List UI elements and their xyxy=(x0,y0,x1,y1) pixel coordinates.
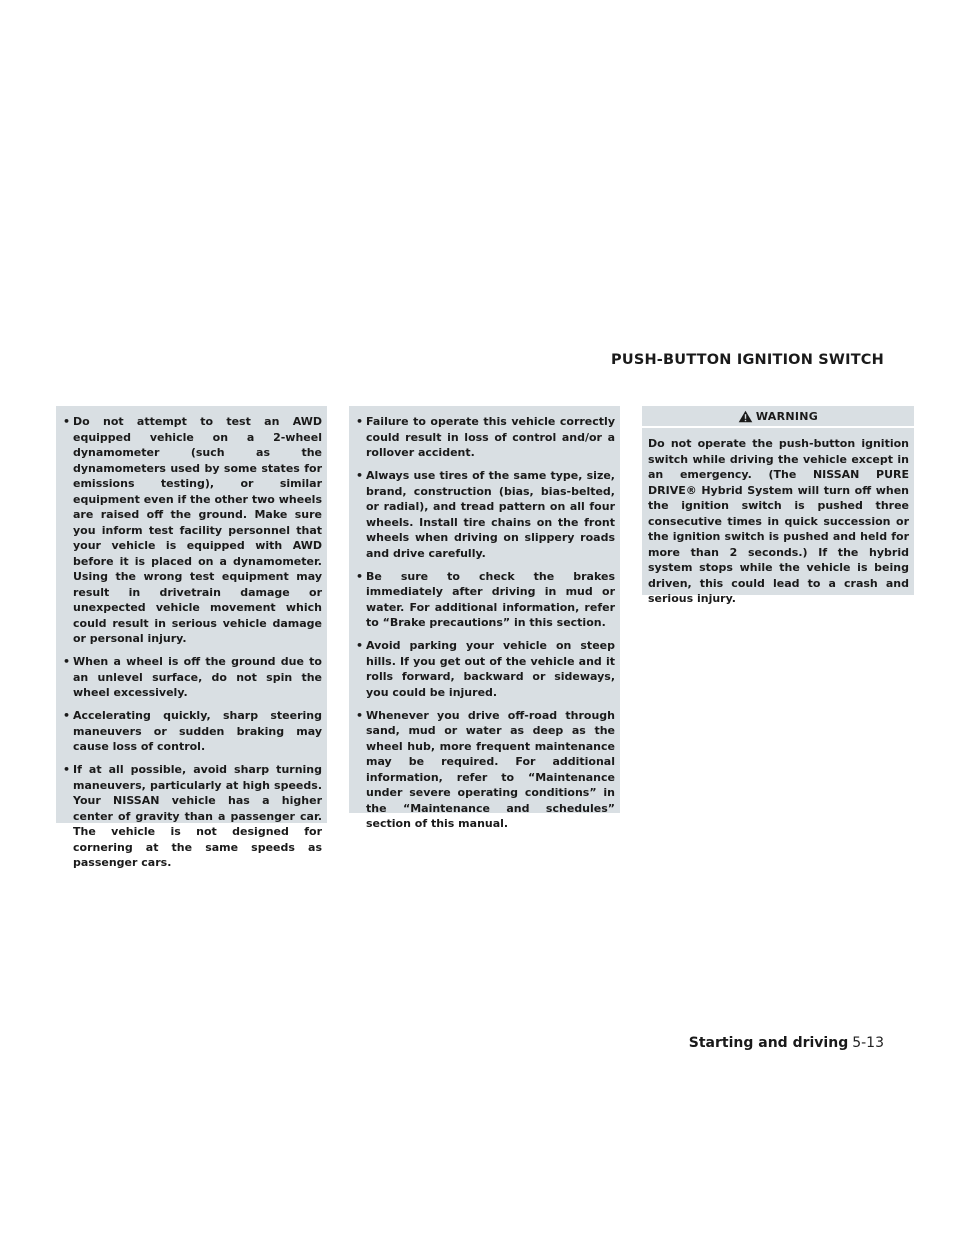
list-item: • Avoid parking your vehicle on steep hills. If you get out of the vehicle and it rolls forward, backward or sideways, you could be injured. xyxy=(355,638,615,700)
caution-list-middle xyxy=(355,414,615,832)
warning-title: WARNING xyxy=(755,410,819,423)
list-item: • Do not attempt to test an AWD equipped vehicle on a 2-wheel dynamometer (such as the dynamometers used by some states for emissions testing), or similar equipment even if the other two wheels are raised off the ground. Make sure you inform test facility personnel that your vehicle is equipped with AWD before it is placed on a dynamometer. Using the wrong test equipment may result in drivetrain damage or unexpected vehicle movement which could result in serious vehicle damage or personal injury. xyxy=(62,414,322,647)
warning-box xyxy=(642,406,914,605)
list-item: • Be sure to check the brakes immediately after driving in mud or water. For additional information, refer to “Brake precautions” in this section. xyxy=(355,569,615,631)
section-heading: PUSH-BUTTON IGNITION SWITCH xyxy=(611,352,884,368)
caution-panel-left xyxy=(56,406,327,869)
list-item: • Always use tires of the same type, size, brand, construction (bias, bias-belted, or radial), and tread pattern on all four wheels. Install tire chains on the front wheels when driving on slippery roads and drive carefully. xyxy=(355,468,615,561)
caution-list-left xyxy=(62,414,322,871)
warning-header xyxy=(642,406,914,428)
page-footer xyxy=(689,1035,884,1051)
list-item: • Whenever you drive off-road through sand, mud or water as deep as the wheel hub, more frequent maintenance may be required. For additional information, refer to “Maintenance under severe operating conditions” in the “Maintenance and schedules” section of this manual. xyxy=(355,708,615,832)
caution-panel-middle xyxy=(349,406,620,830)
warning-text: Do not operate the push-button ignition switch while driving the vehicle except in an emergency. (The NISSAN PURE DRIVE® Hybrid System will turn off when the ignition switch is pushed three consecutive times in quick succession or the ignition switch is pushed and held for more than 2 seconds.) If the hybrid system stops while the vehicle is being driven, this could lead to a crash and serious injury. xyxy=(648,437,909,605)
list-item: • Failure to operate this vehicle correctly could result in loss of control and/or a rollover accident. xyxy=(355,414,615,461)
page-number: 5-13 xyxy=(852,1035,884,1051)
warning-triangle-icon xyxy=(738,410,753,423)
chapter-title: Starting and driving xyxy=(688,1035,849,1051)
list-item: • If at all possible, avoid sharp turning maneuvers, particularly at high speeds. Your NISSAN vehicle has a higher center of gravity than a passenger car. The vehicle is not designed for cornering at the same speeds as passenger cars. xyxy=(62,762,322,871)
list-item: • When a wheel is off the ground due to an unlevel surface, do not spin the wheel excessively. xyxy=(62,654,322,701)
list-item: • Accelerating quickly, sharp steering maneuvers or sudden braking may cause loss of control. xyxy=(62,708,322,755)
